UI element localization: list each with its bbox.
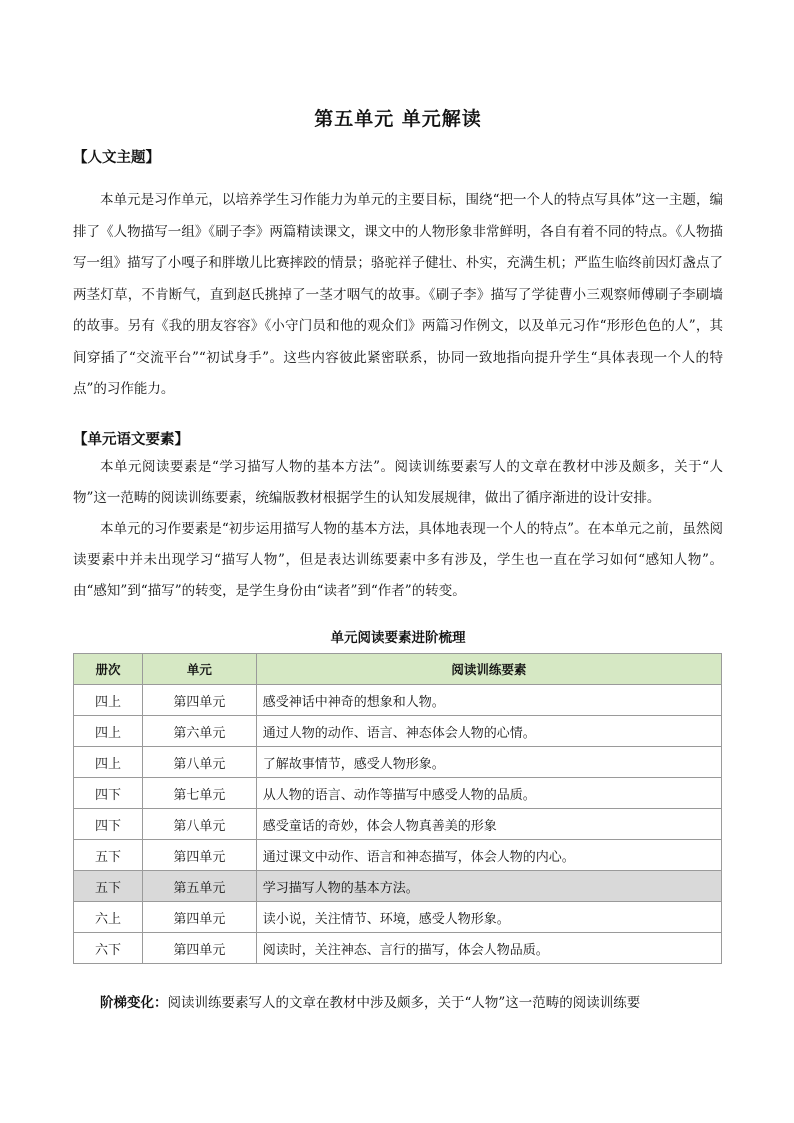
- reading-elements-table: [73, 653, 722, 964]
- cell-element: 通过人物的动作、语言、神态体会人物的心情。: [256, 716, 721, 747]
- cell-element: 感受神话中神奇的想象和人物。: [256, 685, 721, 716]
- cell-unit: 第四单元: [142, 902, 256, 933]
- cell-unit: 第五单元: [142, 871, 256, 902]
- table-row: [74, 840, 722, 871]
- cell-volume: 四下: [74, 809, 143, 840]
- cell-unit: 第四单元: [142, 685, 256, 716]
- elements-paragraph-writing: 本单元的习作要素是“初步运用描写人物的基本方法，具体地表现一个人的特点”。在本单元之前，虽然阅读要素中并未出现学习“描写人物”，但是表达训练要素中多有涉及，学生也一直在学习如何“感知人物”。由“感知”到“描写”的转变，是学生身份由“读者”到“作者”的转变。: [73, 521, 723, 599]
- table-row-highlighted: [74, 871, 722, 902]
- cell-volume: 四下: [74, 778, 143, 809]
- cell-unit: 第八单元: [142, 809, 256, 840]
- theme-paragraph: 本单元是习作单元，以培养学生习作能力为单元的主要目标，围绕“把一个人的特点写具体”这一主题，编排了《人物描写一组》《刷子李》两篇精读课文，课文中的人物形象非常鲜明，各自有着不同的特点。《人物描写一组》描写了小嘎子和胖墩儿比赛摔跤的情景；骆驼祥子健壮、朴实，充满生机；严监生临终前因灯盏点了两茎灯草，不肯断气，直到赵氏挑掉了一茎才咽气的故事。《刷子李》描写了学徒曹小三观察师傅刷子李刷墙的故事。另有《我的朋友容容》《小守门员和他的观众们》两篇习作例文，以及单元习作“形形色色的人”，其间穿插了“交流平台”“初试身手”。这些内容彼此紧密联系，协同一致地指向提升学生“具体表现一个人的特点”的习作能力。: [73, 192, 723, 397]
- ladder-change-label: 阶梯变化：: [100, 995, 168, 1011]
- elements-paragraph-reading: 本单元阅读要素是“学习描写人物的基本方法”。阅读训练要素写人的文章在教材中涉及颇多，关于“人物”这一范畴的阅读训练要素，统编版教材根据学生的认知发展规律，做出了循序渐进的设计安排。: [73, 459, 723, 506]
- header-volume: 册次: [74, 654, 143, 685]
- cell-element: 了解故事情节，感受人物形象。: [256, 747, 721, 778]
- table-caption: 单元阅读要素进阶梳理: [330, 630, 466, 646]
- header-reading-element: 阅读训练要素: [256, 654, 721, 685]
- cell-element: 读小说，关注情节、环境，感受人物形象。: [256, 902, 721, 933]
- cell-volume: 六下: [74, 933, 143, 964]
- cell-volume: 四上: [74, 747, 143, 778]
- cell-unit: 第七单元: [142, 778, 256, 809]
- cell-volume: 四上: [74, 685, 143, 716]
- cell-volume: 五下: [74, 840, 143, 871]
- cell-element: 从人物的语言、动作等描写中感受人物的品质。: [256, 778, 721, 809]
- table-row: [74, 778, 722, 809]
- page-title: 第五单元 单元解读: [314, 108, 482, 130]
- cell-element: 学习描写人物的基本方法。: [256, 871, 721, 902]
- cell-unit: 第四单元: [142, 933, 256, 964]
- cell-volume: 五下: [74, 871, 143, 902]
- table-row: [74, 685, 722, 716]
- header-unit: 单元: [142, 654, 256, 685]
- table-row: [74, 902, 722, 933]
- cell-unit: 第四单元: [142, 840, 256, 871]
- table-header-row: [74, 654, 722, 685]
- cell-element: 阅读时，关注神态、言行的描写，体会人物品质。: [256, 933, 721, 964]
- table-row: [74, 933, 722, 964]
- cell-volume: 六上: [74, 902, 143, 933]
- ladder-change-paragraph: [73, 988, 723, 1019]
- table-row: [74, 747, 722, 778]
- section-heading-elements: 【单元语文要素】: [73, 432, 189, 448]
- table-row: [74, 716, 722, 747]
- table-row: [74, 809, 722, 840]
- cell-element: 感受童话的奇妙，体会人物真善美的形象: [256, 809, 721, 840]
- cell-element: 通过课文中动作、语言和神态描写，体会人物的内心。: [256, 840, 721, 871]
- cell-unit: 第六单元: [142, 716, 256, 747]
- ladder-change-text: 阅读训练要素写人的文章在教材中涉及颇多，关于“人物”这一范畴的阅读训练要: [167, 995, 641, 1011]
- cell-volume: 四上: [74, 716, 143, 747]
- section-heading-theme: 【人文主题】: [73, 150, 160, 166]
- cell-unit: 第八单元: [142, 747, 256, 778]
